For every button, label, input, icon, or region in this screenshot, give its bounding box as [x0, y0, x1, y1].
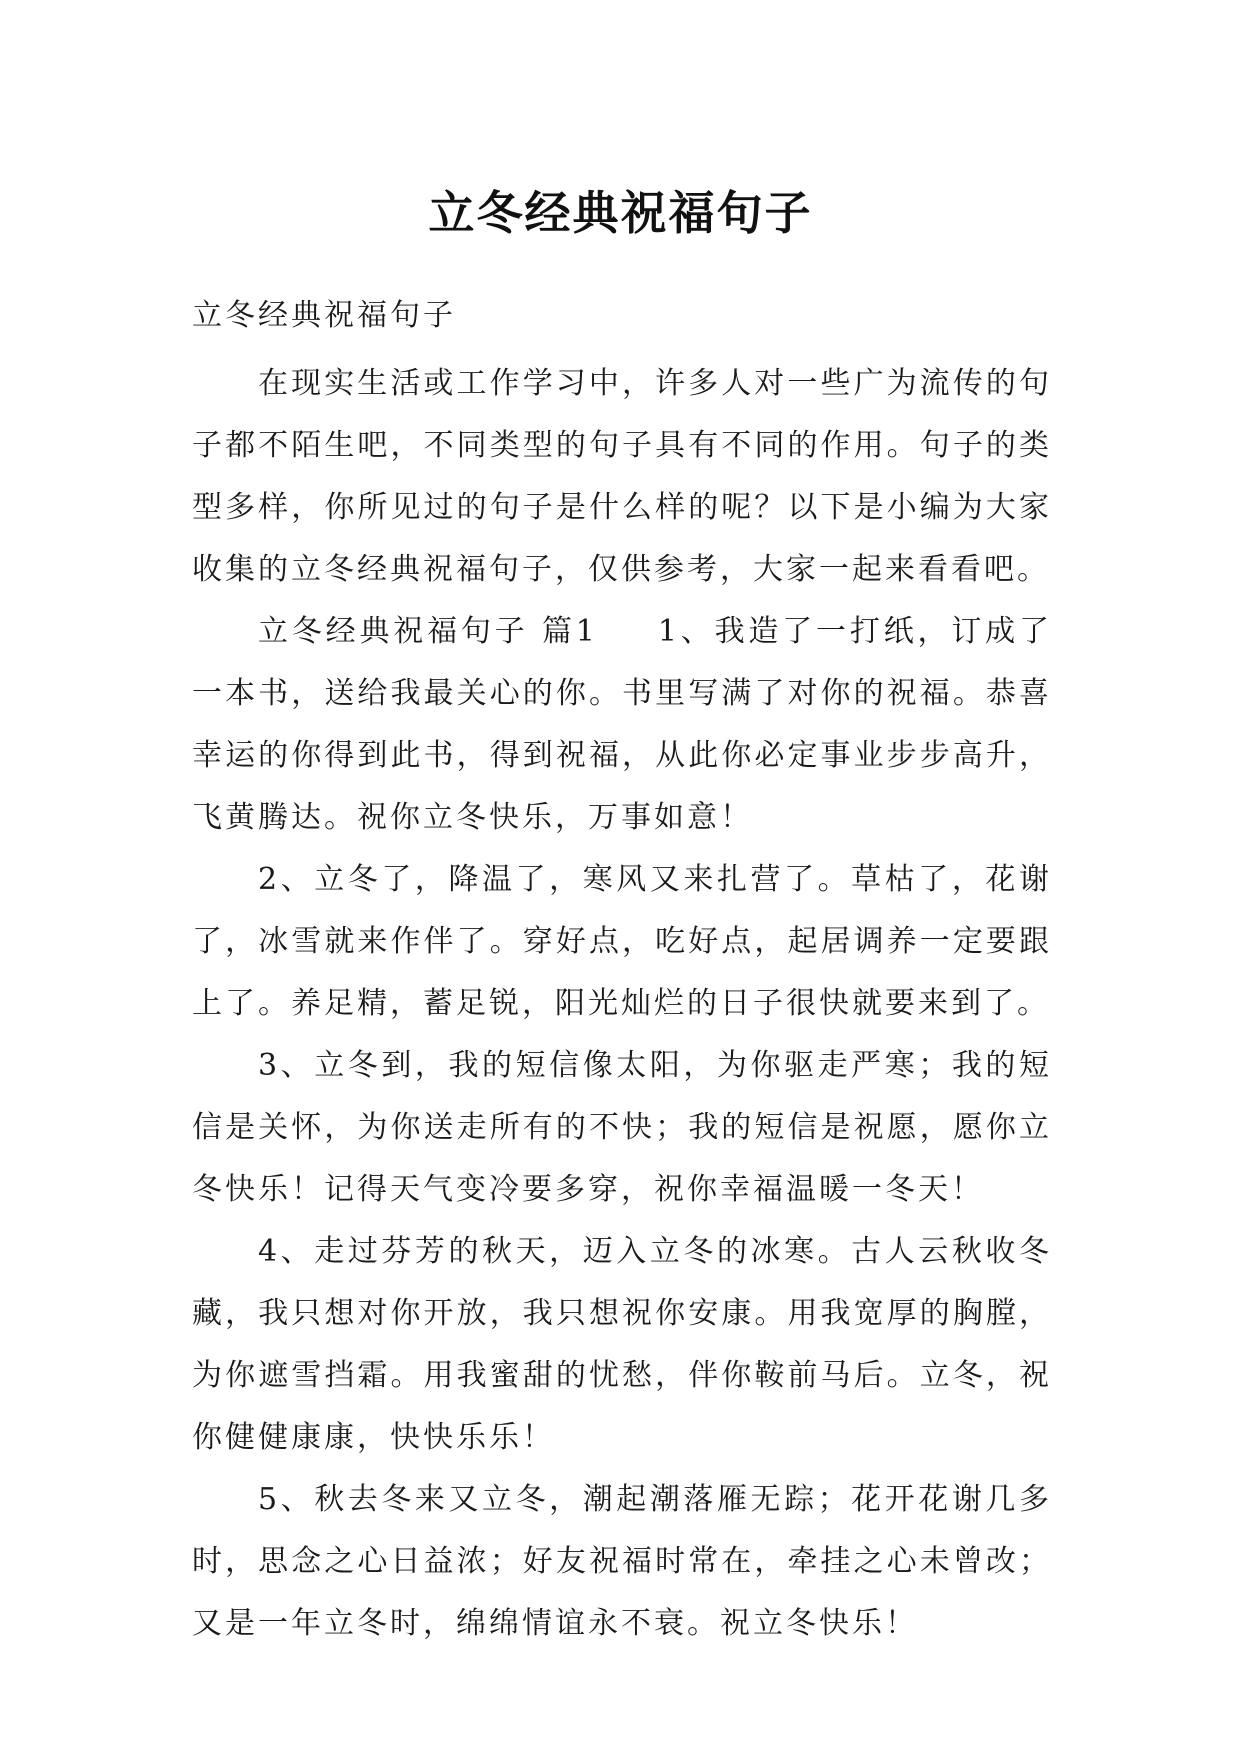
- blessing-item-4: 4、走过芬芳的秋天，迈入立冬的冰寒。古人云秋收冬藏，我只想对你开放，我只想祝你安康。用我宽厚的胸膛，为你遮雪挡霜。用我蜜甜的忧愁，伴你鞍前马后。立冬，祝你健健康康，快快乐乐！: [192, 1234, 1052, 1455]
- blessing-item-1: 1、我造了一打纸，订成了一本书，送给我最关心的你。书里写满了对你的祝福。恭喜幸运的你得到此书，得到祝福，从此你必定事业步步高升，飞黄腾达。祝你立冬快乐，万事如意！: [192, 614, 1052, 835]
- blessing-item-3: 3、立冬到，我的短信像太阳，为你驱走严寒；我的短信是关怀，为你送走所有的不快；我的短信是祝愿，愿你立冬快乐！记得天气变冷要多穿，祝你幸福温暖一冬天！: [192, 1048, 1052, 1207]
- section-heading: 立冬经典祝福句子 篇1: [258, 614, 598, 649]
- document-subtitle: 立冬经典祝福句子: [192, 298, 456, 333]
- document-body: [192, 285, 1052, 1655]
- document-title: 立冬经典祝福句子: [428, 185, 813, 240]
- section-paragraph-1: [192, 601, 1052, 849]
- blessing-item-5: 5、秋去冬来又立冬，潮起潮落雁无踪；花开花谢几多时，思念之心日益浓；好友祝福时常在，牵挂之心未曾改；又是一年立冬时，绵绵情谊永不衰。祝立冬快乐！: [192, 1482, 1052, 1641]
- intro-paragraph: 在现实生活或工作学习中，许多人对一些广为流传的句子都不陌生吧，不同类型的句子具有不同的作用。句子的类型多样，你所见过的句子是什么样的呢？以下是小编为大家收集的立冬经典祝福句子，仅供参考，大家一起来看看吧。: [192, 366, 1052, 587]
- blessing-item-2: 2、立冬了，降温了，寒风又来扎营了。草枯了，花谢了，冰雪就来作伴了。穿好点，吃好点，起居调养一定要跟上了。养足精，蓄足锐，阳光灿烂的日子很快就要来到了。: [192, 862, 1052, 1021]
